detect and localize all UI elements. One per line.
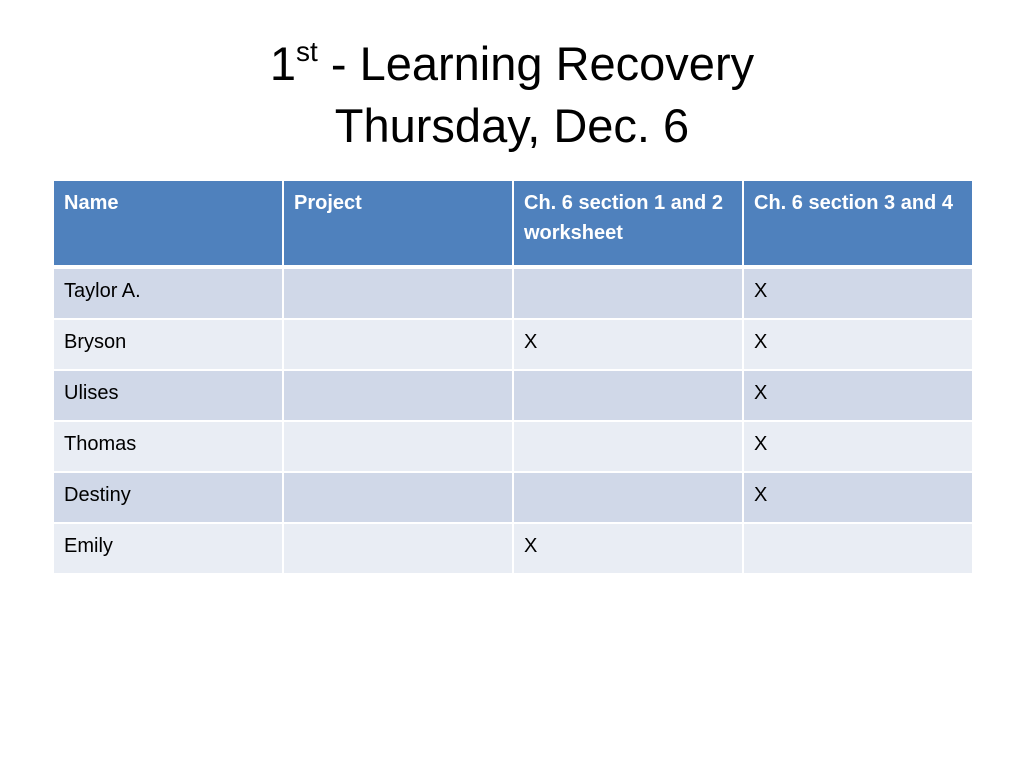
cell-name: Bryson	[53, 319, 283, 370]
cell-name: Emily	[53, 523, 283, 574]
cell-project	[283, 267, 513, 319]
header-section-1-2-worksheet: Ch. 6 section 1 and 2 worksheet	[513, 180, 743, 267]
cell-section-1-2	[513, 472, 743, 523]
cell-section-1-2: X	[513, 523, 743, 574]
title-line	[0, 33, 1024, 95]
table-row	[53, 421, 973, 472]
cell-section-3-4: X	[743, 267, 973, 319]
table-row	[53, 472, 973, 523]
cell-section-3-4: X	[743, 319, 973, 370]
cell-project	[283, 421, 513, 472]
table-row	[53, 267, 973, 319]
header-section-3-4: Ch. 6 section 3 and 4	[743, 180, 973, 267]
cell-section-1-2	[513, 267, 743, 319]
cell-section-1-2: X	[513, 319, 743, 370]
table-row	[53, 319, 973, 370]
table-row	[53, 370, 973, 421]
cell-section-1-2	[513, 421, 743, 472]
table-row	[53, 523, 973, 574]
cell-section-3-4	[743, 523, 973, 574]
slide-title	[0, 33, 1024, 157]
header-name: Name	[53, 180, 283, 267]
cell-project	[283, 370, 513, 421]
table-header-row	[53, 180, 973, 267]
header-project: Project	[283, 180, 513, 267]
cell-project	[283, 319, 513, 370]
title-text: - Learning Recovery	[317, 37, 755, 90]
cell-project	[283, 523, 513, 574]
cell-name: Taylor A.	[53, 267, 283, 319]
cell-section-3-4: X	[743, 370, 973, 421]
roster-table	[52, 179, 974, 575]
cell-name: Ulises	[53, 370, 283, 421]
cell-section-3-4: X	[743, 472, 973, 523]
title-number: 1	[269, 37, 297, 90]
cell-section-3-4: X	[743, 421, 973, 472]
cell-name: Destiny	[53, 472, 283, 523]
cell-project	[283, 472, 513, 523]
title-superscript: st	[296, 36, 318, 67]
cell-name: Thomas	[53, 421, 283, 472]
slide-subtitle: Thursday, Dec. 6	[334, 99, 690, 152]
cell-section-1-2	[513, 370, 743, 421]
